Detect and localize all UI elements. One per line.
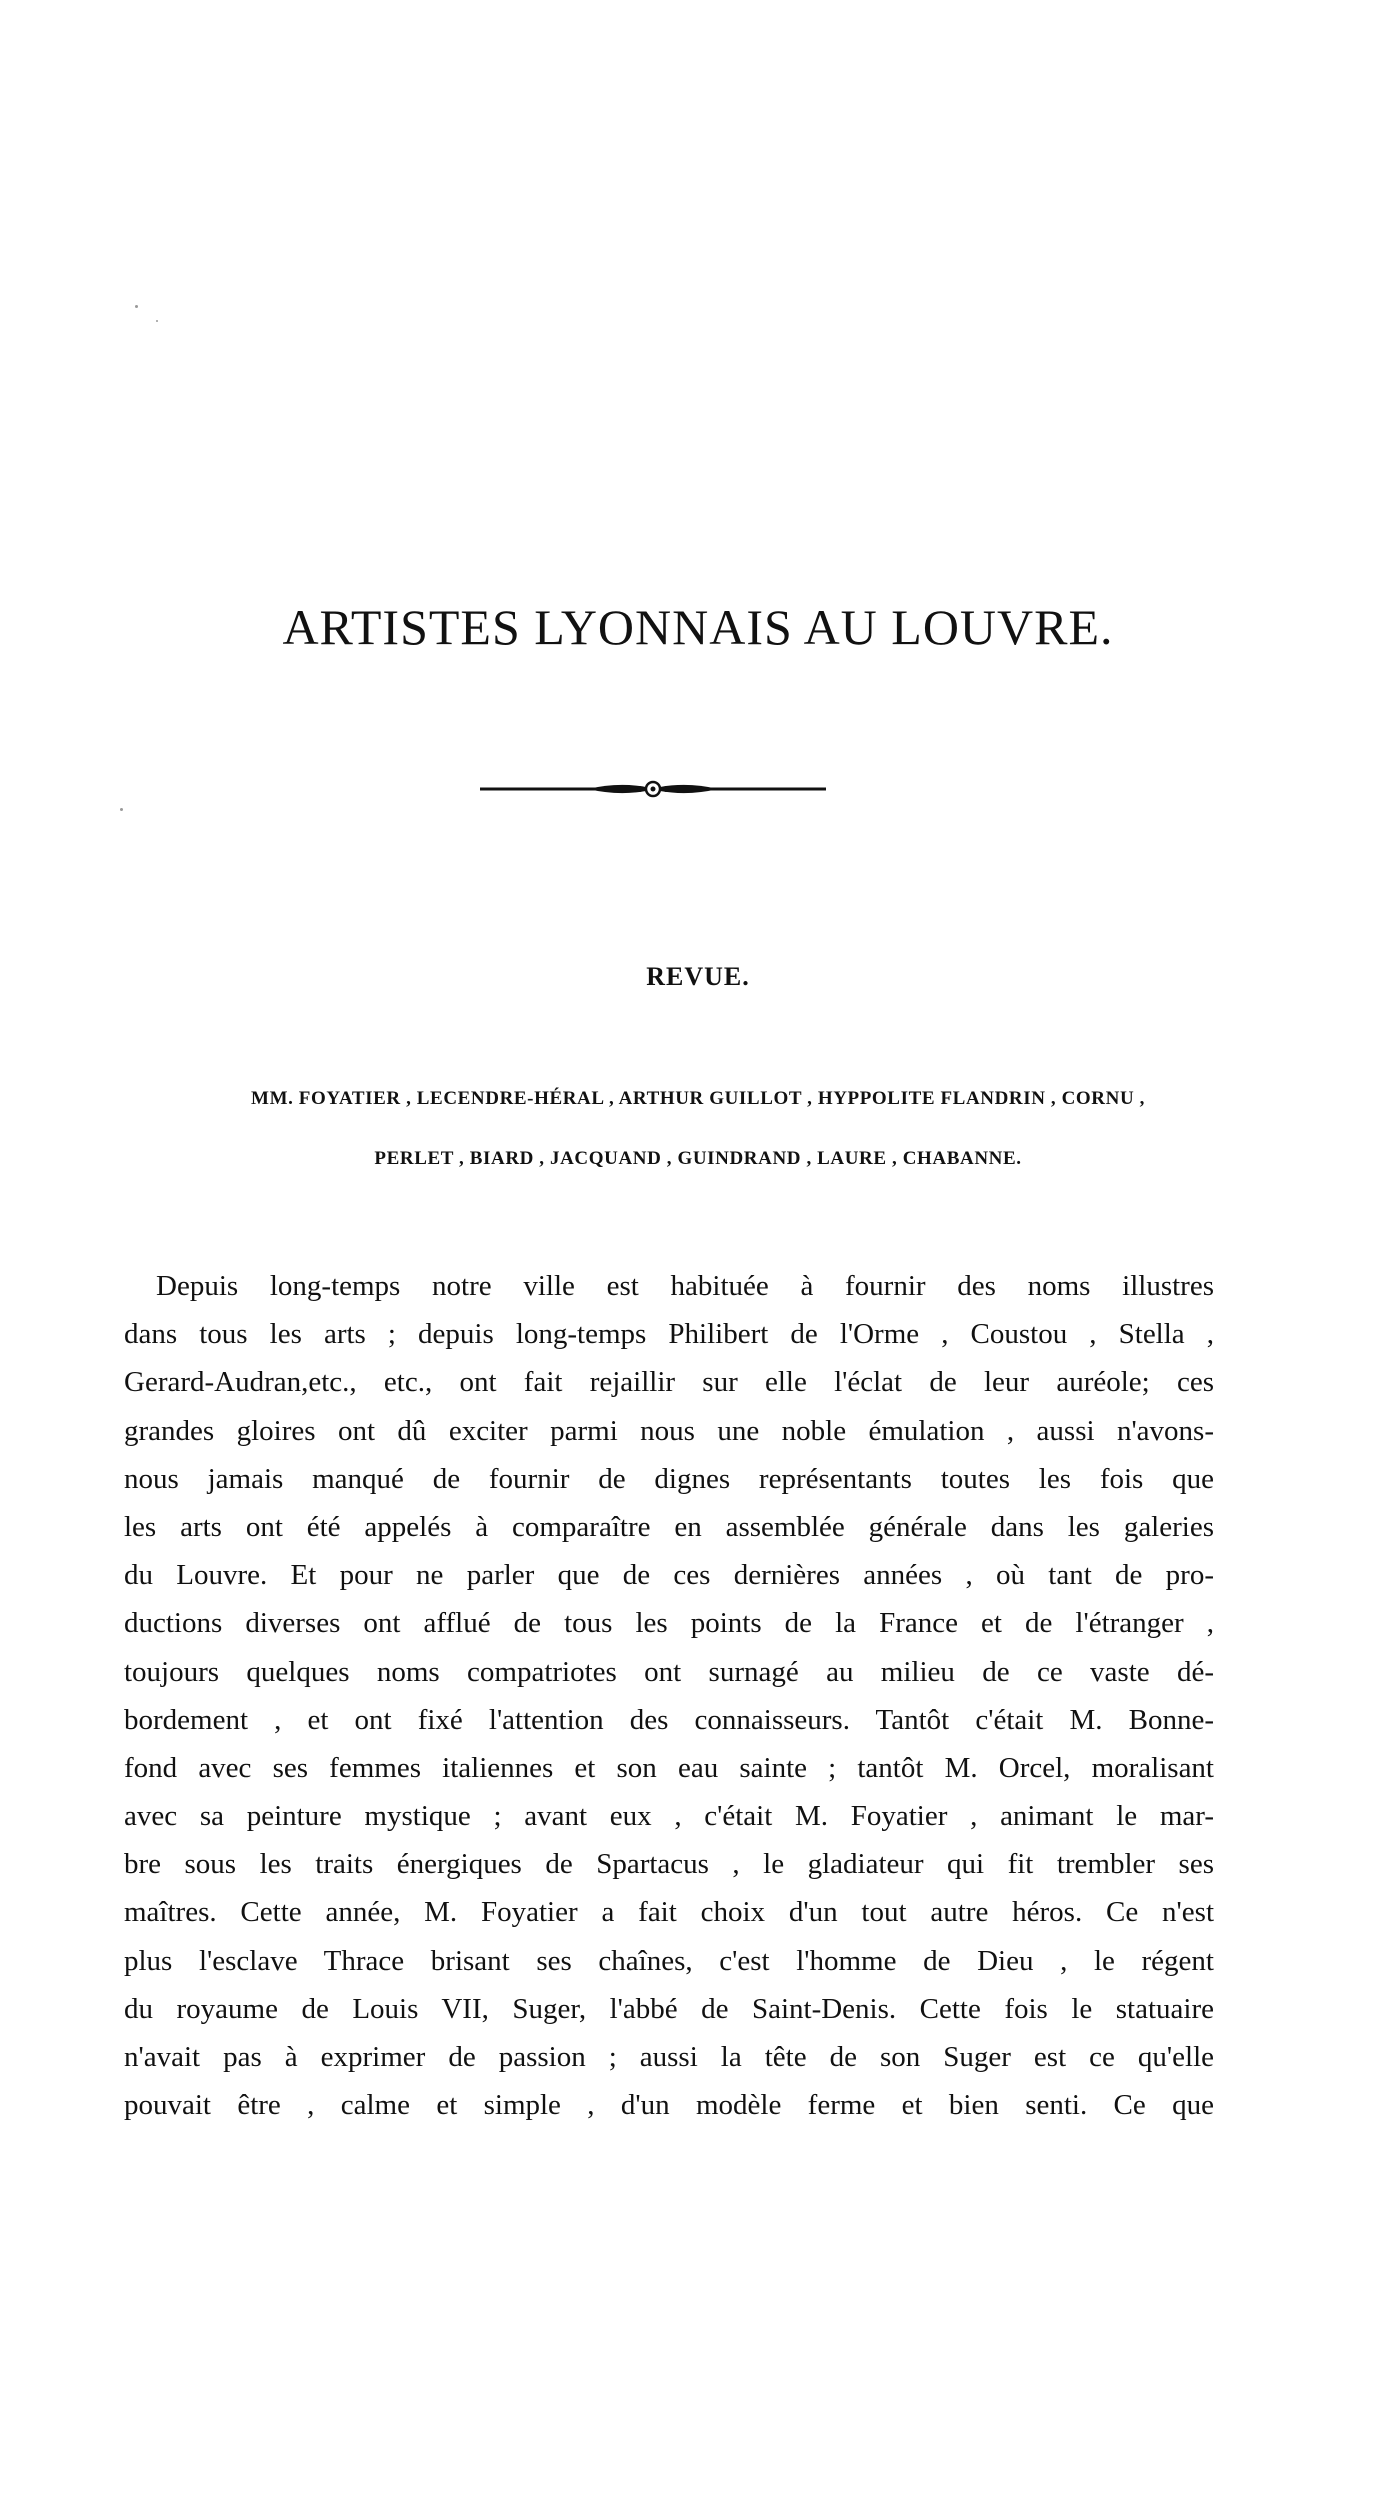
- text-line: plus l'esclave Thrace brisant ses chaînes, c'est l'homme de Dieu , le régent: [124, 1944, 1214, 1977]
- text-line: du Louvre. Et pour ne parler que de ces dernières années , où tant de pro-: [124, 1559, 1214, 1592]
- text-line: Gerard-Audran,etc., etc., ont fait rejaillir sur elle l'éclat de leur auréole; ces: [124, 1366, 1214, 1399]
- print-speck: [135, 305, 138, 308]
- text-line: avec sa peinture mystique ; avant eux , c'était M. Foyatier , animant le mar-: [124, 1800, 1214, 1833]
- print-speck: [120, 808, 123, 811]
- text-line: maîtres. Cette année, M. Foyatier a fait choix d'un tout autre héros. Ce n'est: [124, 1896, 1214, 1929]
- text-line: Depuis long-temps notre ville est habituée à fournir des noms illustres: [156, 1270, 1214, 1302]
- text-line: bordement , et ont fixé l'attention des connaisseurs. Tantôt c'était M. Bonne-: [124, 1703, 1214, 1736]
- text-line: pouvait être , calme et simple , d'un modèle ferme et bien senti. Ce que: [124, 2089, 1214, 2122]
- text-line: bre sous les traits énergiques de Spartacus , le gladiateur qui fit trembler ses: [124, 1848, 1214, 1881]
- text-line: grandes gloires ont dû exciter parmi nous une noble émulation , aussi n'avons-: [124, 1414, 1214, 1447]
- text-line: dans tous les arts ; depuis long-temps Philibert de l'Orme , Coustou , Stella ,: [124, 1318, 1214, 1351]
- artist-names-line: PERLET , BIARD , JACQUAND , GUINDRAND , LAURE , CHABANNE.: [374, 1148, 1022, 1169]
- text-line: n'avait pas à exprimer de passion ; aussi la tête de son Suger est ce qu'elle: [124, 2041, 1214, 2073]
- text-line: nous jamais manqué de fournir de dignes représentants toutes les fois que: [124, 1462, 1214, 1495]
- text-line: les arts ont été appelés à comparaître en assemblée générale dans les galeries: [124, 1510, 1214, 1543]
- print-speck: [156, 320, 158, 322]
- text-line: ductions diverses ont afflué de tous les points de la France et de l'étranger ,: [124, 1607, 1214, 1640]
- text-line: fond avec ses femmes italiennes et son eau sainte ; tantôt M. Orcel, moralisant: [124, 1751, 1214, 1784]
- ornament-divider-icon: [478, 776, 828, 802]
- section-heading: REVUE.: [646, 962, 750, 991]
- text-line: toujours quelques noms compatriotes ont surnagé au milieu de ce vaste dé-: [124, 1655, 1214, 1688]
- page-title: ARTISTES LYONNAIS AU LOUVRE.: [282, 599, 1114, 655]
- artist-names-line: MM. FOYATIER , LECENDRE-HÉRAL , ARTHUR GUILLOT , HYPPOLITE FLANDRIN , CORNU ,: [251, 1088, 1145, 1109]
- text-line: du royaume de Louis VII, Suger, l'abbé de Saint-Denis. Cette fois le statuaire: [124, 1992, 1214, 2025]
- body-paragraph: [124, 1262, 1214, 2129]
